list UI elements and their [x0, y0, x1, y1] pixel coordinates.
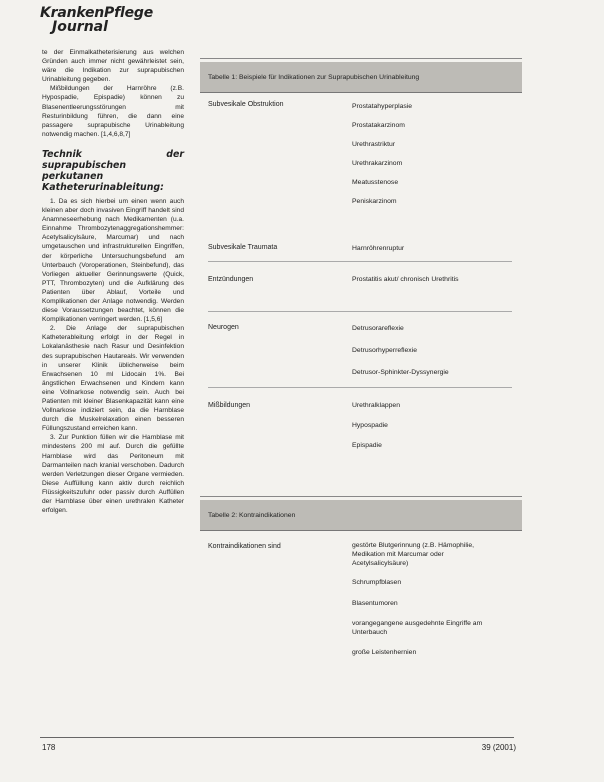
item: Detrusorareflexie [352, 325, 404, 332]
item: Prostatitis akut/ chronisch Urethritis [352, 276, 459, 283]
item: Hypospadie [352, 422, 388, 429]
item: Meatusstenose [352, 179, 399, 186]
category-cell: Mißbildungen [208, 402, 251, 409]
items-cell [338, 262, 522, 312]
journal-logo [40, 5, 160, 35]
item: gestörte Blutgerinnung (z.B. Hämophilie, Medikation mit Marcumar oder Acetylsalicylsäure) [352, 542, 475, 567]
table-indications [200, 58, 522, 461]
section-heading: Technik der suprapubischen perkutanen Katheterurinableitung: [42, 148, 184, 193]
items-cell [338, 531, 522, 681]
category-cell: Kontraindikationen sind [208, 543, 281, 550]
items-cell [338, 93, 522, 236]
table-row [200, 262, 522, 312]
item: Harnröhrenruptur [352, 245, 405, 252]
journal-name-line1: KrankenPflege [40, 5, 154, 21]
paragraph: te der Einmalkatheterisierung aus welchen Gründen auch immer nicht gewährleistet sein, wäre die Indikation zur suprapubischen Urinableitung gegeben. [42, 49, 184, 84]
volume-label: 39 (2001) [481, 743, 516, 752]
footer-divider [40, 737, 514, 738]
paragraph: 3. Zur Punktion füllen wir die Harnblase mit mindestens 200 ml auf. Durch die gefüllte Harnblase wird das Peritoneum mit Darmanteilen nach kranial verschoben. Dadurch werden Verletzungen dieser Organe vermieden. Diese Auffüllung kann aktiv durch reichlich Flüssigkeitszufuhr oder passiv durch Auffüllen der Harnblase über einen urethralen Katheter erfolgen. [42, 434, 184, 515]
paragraph: Mißbildungen der Harnröhre (z.B. Hypospadie, Epispadie) können zu Blasenentleerungsstörungen mit Resturinbildung führen, die dann eine passagere suprapubische Urinableitung notwendig machen. [1,4,6,8,7] [42, 85, 184, 138]
table-row [200, 388, 522, 463]
paragraph: 2. Die Anlage der suprapubischen Katheterableitung erfolgt in der Regel in Lokalanästhesie nach Rasur und Desinfektion des suprapubischen Hautareals. Wir verwenden in unserer Klinik üblicherweise beim Erwachsenen 10 ml Lidocain 1%. Bei ängstlichen Erwachsenen und Kindern kann eine Vollnarkose notwendig sein. Auch bei Patienten mit kleiner Blasenkapazität kann eine Vollnarkose indiziert sein, da die Harnblase durch die Muskelrelaxation einen besseren Füllungszustand erreichen kann. [42, 325, 184, 433]
item: Urethrakarzinom [352, 160, 403, 167]
item: Prostatakarzinom [352, 122, 405, 129]
paragraph: 1. Da es sich hierbei um einen wenn auch kleinen aber doch invasiven Eingriff handelt sind Anamneseerhebung nach Medikamenten (u.a. Einnahme Thrombozytenaggregationshemmer: Acetylsalicylsäure, Marcumar) und nach umgetauschen und infrastrukturellen Eingriffen, der körperliche Untersuchungsbefund am Unterbauch (Voroperationen, Steinbefund), das Vorliegen aktueller Gerinnungswerte (Quick, PTT, Thrombozyten) und die Aufklärung des Patienten über Ablauf, Vorteile und Komplikationen der Anlage notwendig. Werden diese Voraussetzungen beachtet, können die Komplikationen verringert werden. [1,5,6] [42, 197, 184, 324]
item: Epispadie [352, 442, 382, 449]
table-row [200, 531, 522, 681]
category-cell: Subvesikale Obstruktion [208, 101, 284, 108]
table-title: Tabelle 2: Kontraindikationen [200, 500, 522, 530]
table-row [200, 93, 522, 236]
item: Urethralklappen [352, 402, 400, 409]
item: Urethrastriktur [352, 141, 396, 148]
category-cell: Subvesikale Traumata [208, 244, 278, 251]
item: vorangegangene ausgedehnte Eingriffe am Unterbauch [352, 620, 483, 636]
journal-name-line2: Journal [52, 19, 108, 35]
table-row [200, 236, 522, 262]
body-text-column [42, 48, 184, 515]
item: Detrusor-Sphinkter-Dyssynergie [352, 369, 449, 376]
items-cell [338, 312, 522, 388]
item: große Leistenhernien [352, 649, 417, 656]
item: Peniskarzinom [352, 198, 397, 205]
items-cell [338, 236, 522, 262]
item: Blasentumoren [352, 600, 398, 607]
item: Schrumpfblasen [352, 579, 402, 586]
items-cell [338, 388, 522, 463]
table-contraindications [200, 496, 522, 685]
category-cell: Neurogen [208, 324, 239, 331]
page-number: 178 [42, 743, 56, 752]
item: Detrusorhyperreflexie [352, 347, 417, 354]
item: Prostatahyperplasie [352, 103, 413, 110]
category-cell: Entzündungen [208, 276, 254, 283]
table-title: Tabelle 1: Beispiele für Indikationen zur Suprapubischen Urinableitung [200, 62, 522, 92]
table-row [200, 312, 522, 388]
